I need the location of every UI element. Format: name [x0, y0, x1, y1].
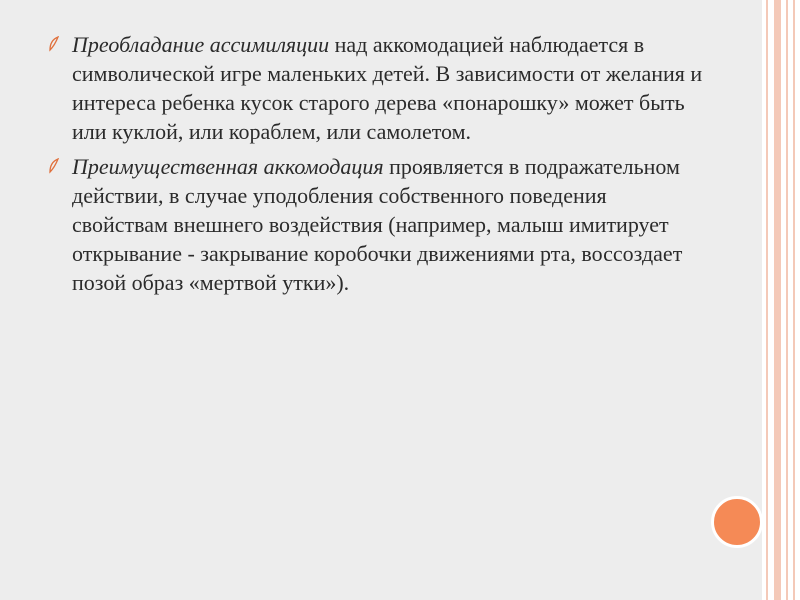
bullet-lead-term: Преимущественная аккомодация	[72, 154, 384, 179]
stripe-line	[793, 0, 795, 600]
bullet-text: над аккомодацией наблюдается в символической игре маленьких детей. В зависимости от желания и интереса ребенка кусок старого дерева «понарошку» может быть или куклой, или кораблем, или самолетом.	[72, 32, 703, 144]
bullet-text: проявляется в подражательном действии, в случае уподобления собственного поведения свойствам внешнего воздействия (например, малыш имитирует открывание - закрывание коробочки движениями рта, воссоздает позой образ «мертвой утки»).	[72, 154, 683, 295]
bullet-lead-term: Преобладание ассимиляции	[72, 32, 330, 57]
leaf-bullet-icon	[48, 36, 59, 52]
stripe-line	[786, 0, 788, 600]
decorative-accent-circle	[711, 496, 763, 548]
stripe-line	[766, 0, 768, 600]
slide-content	[44, 30, 704, 303]
bullet-item	[44, 152, 704, 297]
decorative-side-stripes	[762, 0, 800, 600]
leaf-bullet-icon	[48, 158, 59, 174]
stripe-line	[774, 0, 781, 600]
bullet-item	[44, 30, 704, 146]
